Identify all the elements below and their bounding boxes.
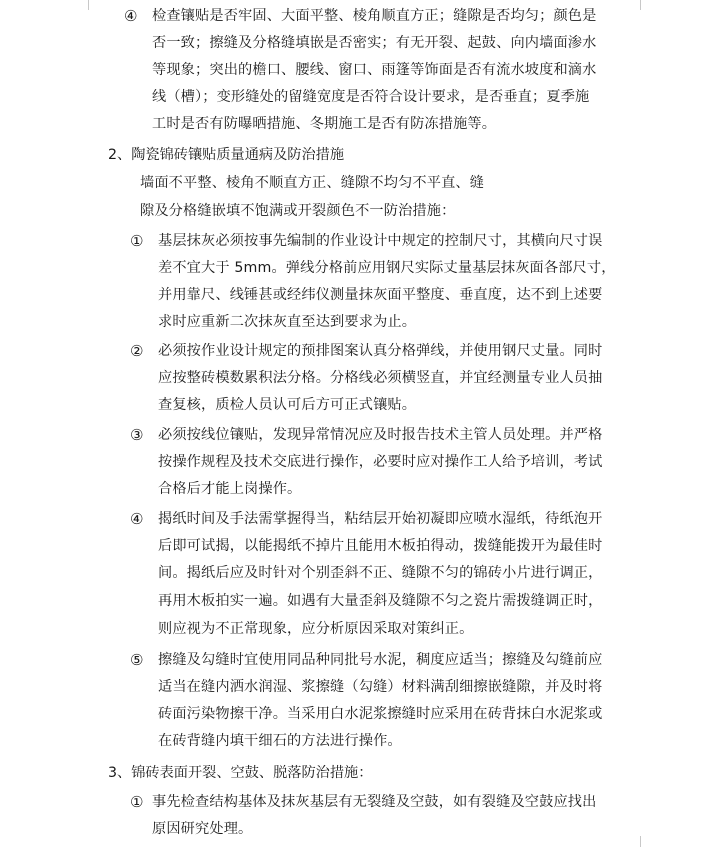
list-marker: ③: [130, 426, 144, 444]
section-heading: 2、陶瓷锦砖镶贴质量通病及防治措施: [108, 147, 345, 163]
paragraph-line: 线（槽）；变形缝处的留缝宽度是否符合设计要求，是否垂直；夏季施: [152, 89, 590, 105]
crop-mark: [640, 836, 641, 847]
paragraph-line: 检查镶贴是否牢固、大面平整、棱角顺直方正；缝隙是否均匀；颜色是: [152, 8, 597, 24]
paragraph-line: 工时是否有防曝晒措施、冬期施工是否有防冻措施等。: [152, 116, 497, 132]
paragraph-line: 适当在缝内洒水润湿、浆擦缝（勾缝）材料满刮细擦嵌缝隙，并及时将: [158, 679, 603, 695]
paragraph-line: 在砖背缝内填干细石的方法进行操作。: [158, 733, 402, 749]
section-heading: 3、锦砖表面开裂、空鼓、脱落防治措施：: [108, 765, 373, 781]
paragraph-line: 应按整砖模数累积法分格。分格线必须横竖直，并宜经测量专业人员抽: [158, 370, 603, 386]
paragraph-line: 后即可试揭，以能揭纸不掉片且能用木板拍得动，拨缝能拨开为最佳时: [158, 538, 603, 554]
paragraph-line: 必须按线位镶贴，发现异常情况应及时报告技术主管人员处理。并严格: [158, 427, 603, 443]
paragraph-line: 揭纸时间及手法需掌握得当，粘结层开始初凝即应喷水湿纸，待纸泡开: [158, 511, 603, 527]
paragraph-line: 间。揭纸后应及时针对个别歪斜不正、缝隙不匀的锦砖小片进行调正，: [158, 565, 603, 581]
crop-mark: [640, 0, 641, 10]
paragraph-line: 基层抹灰必须按事先编制的作业设计中规定的控制尺寸，其横向尺寸误: [158, 233, 603, 249]
paragraph-line: 擦缝及勾缝时宜使用同品种同批号水泥，稠度应适当；擦缝及勾缝前应: [158, 652, 603, 668]
paragraph-line: 隙及分格缝嵌填不饱满或开裂颜色不一防治措施：: [140, 203, 456, 219]
list-marker: ④: [124, 7, 138, 25]
list-marker: ①: [130, 232, 144, 250]
list-marker: ④: [130, 510, 144, 528]
paragraph-line: 查复核，质检人员认可后方可正式镶贴。: [158, 397, 417, 413]
paragraph-line: 求时应重新二次抹灰直至达到要求为止。: [158, 314, 417, 330]
paragraph-line: 等现象；突出的檐口、腰线、窗口、雨篷等饰面是否有流水坡度和滴水: [152, 62, 597, 78]
paragraph-line: 按操作规程及技术交底进行操作，必要时应对操作工人给予培训，考试: [158, 454, 603, 470]
paragraph-line: 否一致；擦缝及分格缝填嵌是否密实；有无开裂、起鼓、向内墙面渗水: [152, 35, 597, 51]
list-marker: ①: [130, 793, 144, 811]
paragraph-line: 事先检查结构基体及抹灰基层有无裂缝及空鼓，如有裂缝及空鼓应找出: [152, 794, 597, 810]
crop-mark: [88, 0, 89, 10]
paragraph-line: 并用靠尺、线锤甚或经纬仪测量抹灰面平整度、垂直度，达不到上述要: [158, 287, 603, 303]
paragraph-line: 墙面不平整、棱角不顺直方正、缝隙不均匀不平直、缝: [140, 175, 485, 191]
paragraph-line: 再用木板拍实一遍。如遇有大量歪斜及缝隙不匀之瓷片需拨缝调正时，: [158, 593, 603, 609]
paragraph-line: 必须按作业设计规定的预排图案认真分格弹线，并使用钢尺丈量。同时: [158, 343, 603, 359]
paragraph-line: 则应视为不正常现象，应分析原因采取对策纠正。: [158, 621, 474, 637]
paragraph-line: 原因研究处理。: [152, 821, 253, 837]
paragraph-line: 合格后才能上岗操作。: [158, 481, 302, 497]
list-marker: ⑤: [130, 651, 144, 669]
list-marker: ②: [130, 342, 144, 360]
paragraph-line: 砖面污染物擦干净。当采用白水泥浆擦缝时应采用在砖背抹白水泥浆或: [158, 706, 603, 722]
paragraph-line: 差不宜大于 5mm。弹线分格前应用钢尺实际丈量基层抹灰面各部尺寸，: [158, 260, 616, 276]
